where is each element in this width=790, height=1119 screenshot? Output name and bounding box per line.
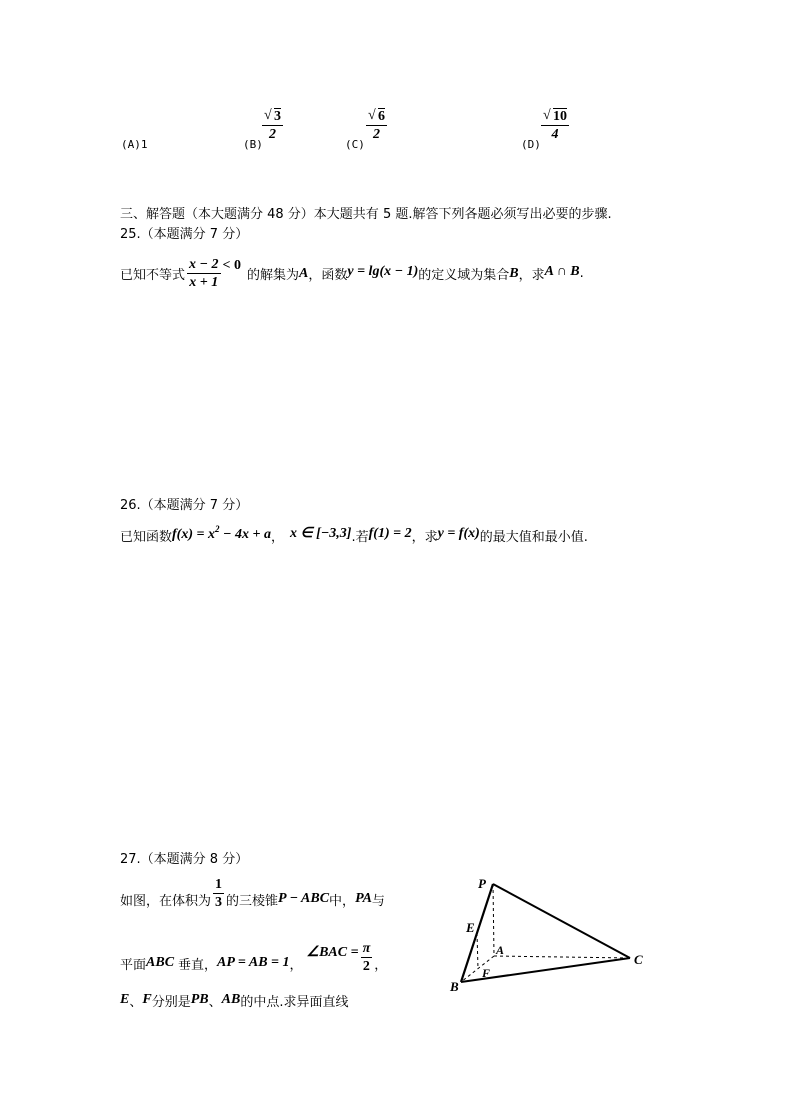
q27-l2-text-2: 垂直， (178, 958, 218, 973)
q27-l2-text-1: 平面 (120, 958, 147, 973)
option-a-value: 1 (140, 138, 148, 151)
q25-intersection: A ∩ B (544, 263, 580, 279)
q26-header: 26.（本题满分 7 分） (120, 498, 249, 513)
label-p: P (478, 876, 486, 891)
q27-abc: ABC (146, 955, 175, 970)
option-d-fraction: √ 10 4 (543, 108, 567, 142)
q27-l1-text-1: 如图，在体积为 (120, 894, 212, 909)
q27-f: F (142, 992, 152, 1007)
q25-lt0: < 0 (222, 257, 241, 273)
q26-f1: f(1) = 2 (368, 525, 412, 541)
q26-fdef-part1: f(x) = x (172, 527, 215, 542)
q27-ap-ab: AP = AB = 1 (217, 955, 290, 970)
q25-set-a: A (299, 265, 309, 281)
edge-pa (493, 884, 494, 956)
label-a: A (496, 943, 505, 957)
q25-fraction (187, 256, 220, 291)
q27-volume-fraction (213, 876, 224, 911)
q25-frac-num: x − 2 (189, 257, 219, 272)
q27-pi-den: 2 (362, 959, 370, 974)
q26-fdef-part2: − 4x + a (219, 527, 271, 542)
option-a (121, 138, 148, 151)
q25-function: y = lg(x − 1) (347, 263, 419, 279)
q27-header: 27.（本题满分 8 分） (120, 852, 249, 867)
option-c-fraction: √ 6 2 (368, 108, 385, 142)
q25-text-3: ，函数 (308, 268, 348, 283)
option-c-radicand: 6 (378, 109, 385, 124)
label-e: E (466, 920, 475, 935)
q27-pb: PB (190, 992, 209, 1007)
q26-domain: x ∈ [−3,3] (289, 526, 352, 541)
q25-text-2: 的解集为 (246, 268, 299, 283)
q26-text-4: ，求 (411, 530, 438, 545)
q27-pyramid: P − ABC (278, 891, 330, 906)
q27-l3-text-2: 分别是 (151, 995, 191, 1010)
option-b-fraction: √ 3 2 (264, 108, 281, 142)
q27-l1-text-2: 的三棱锥 (226, 894, 279, 909)
q26-text-5: 的最大值和最小值. (479, 530, 588, 545)
q26-function-def (172, 524, 271, 543)
segment-ef (477, 933, 478, 969)
q25-set-b: B (509, 265, 519, 281)
q26-body (120, 526, 588, 545)
q26-yf: y = f(x) (437, 525, 480, 541)
q27-l1-text-3: 中， (329, 894, 356, 909)
pyramid-figure (440, 870, 660, 1000)
q27-pi-num: π (362, 941, 371, 956)
option-a-label: (A) (121, 138, 141, 151)
q27-pi-fraction (361, 940, 373, 975)
option-c-denominator: 2 (373, 127, 380, 142)
q27-line-1 (120, 876, 385, 911)
q27-vol-num: 1 (215, 877, 223, 892)
label-c: C (634, 952, 643, 967)
q27-l3-text-1: 、 (129, 995, 143, 1010)
option-d-denominator: 4 (551, 127, 559, 142)
edge-pc (493, 884, 630, 958)
q25-body (120, 256, 584, 291)
option-b-denominator: 2 (269, 127, 276, 142)
q25-text-4: 的定义域为集合 (418, 268, 510, 283)
option-d-label: (D) (521, 138, 541, 151)
q27-l2-text-3: ， (289, 958, 303, 973)
q27-l3-text-3: 、 (208, 995, 222, 1010)
q27-l3-text-4: 的中点.求异面直线 (240, 995, 349, 1010)
q25-text-1: 已知不等式 (120, 268, 186, 283)
q27-ab: AB (221, 992, 241, 1007)
q27-e: E (120, 992, 130, 1007)
option-b-label: (B) (243, 138, 263, 151)
option-c-label: (C) (345, 138, 365, 151)
q25-text-6: . (579, 266, 584, 281)
label-f: F (482, 966, 491, 980)
q27-angle: ∠BAC = (306, 945, 359, 960)
q27-l2-text-4: ， (374, 958, 388, 973)
option-b-radicand: 3 (274, 109, 281, 124)
section-heading: 三、解答题（本大题满分 48 分）本大题共有 5 题.解答下列各题必须写出必要的步骤. (120, 207, 612, 222)
q26-text-2: ， (270, 530, 284, 545)
q27-l1-text-4: 与 (371, 894, 385, 909)
q27-vol-den: 3 (215, 895, 223, 910)
q25-header: 25.（本题满分 7 分） (120, 227, 249, 242)
q25-text-5: ，求 (518, 268, 545, 283)
edge-ac (494, 956, 630, 958)
q26-text-3: .若 (351, 530, 369, 545)
q26-fdef-exponent: 2 (214, 524, 220, 534)
q26-text-1: 已知函数 (120, 530, 173, 545)
q27-line-3 (120, 991, 348, 1010)
label-b: B (450, 979, 459, 994)
q27-line-2 (120, 940, 387, 975)
q27-pa: PA (355, 891, 372, 906)
option-d-radicand: 10 (553, 109, 567, 124)
q25-frac-den: x + 1 (189, 275, 219, 290)
